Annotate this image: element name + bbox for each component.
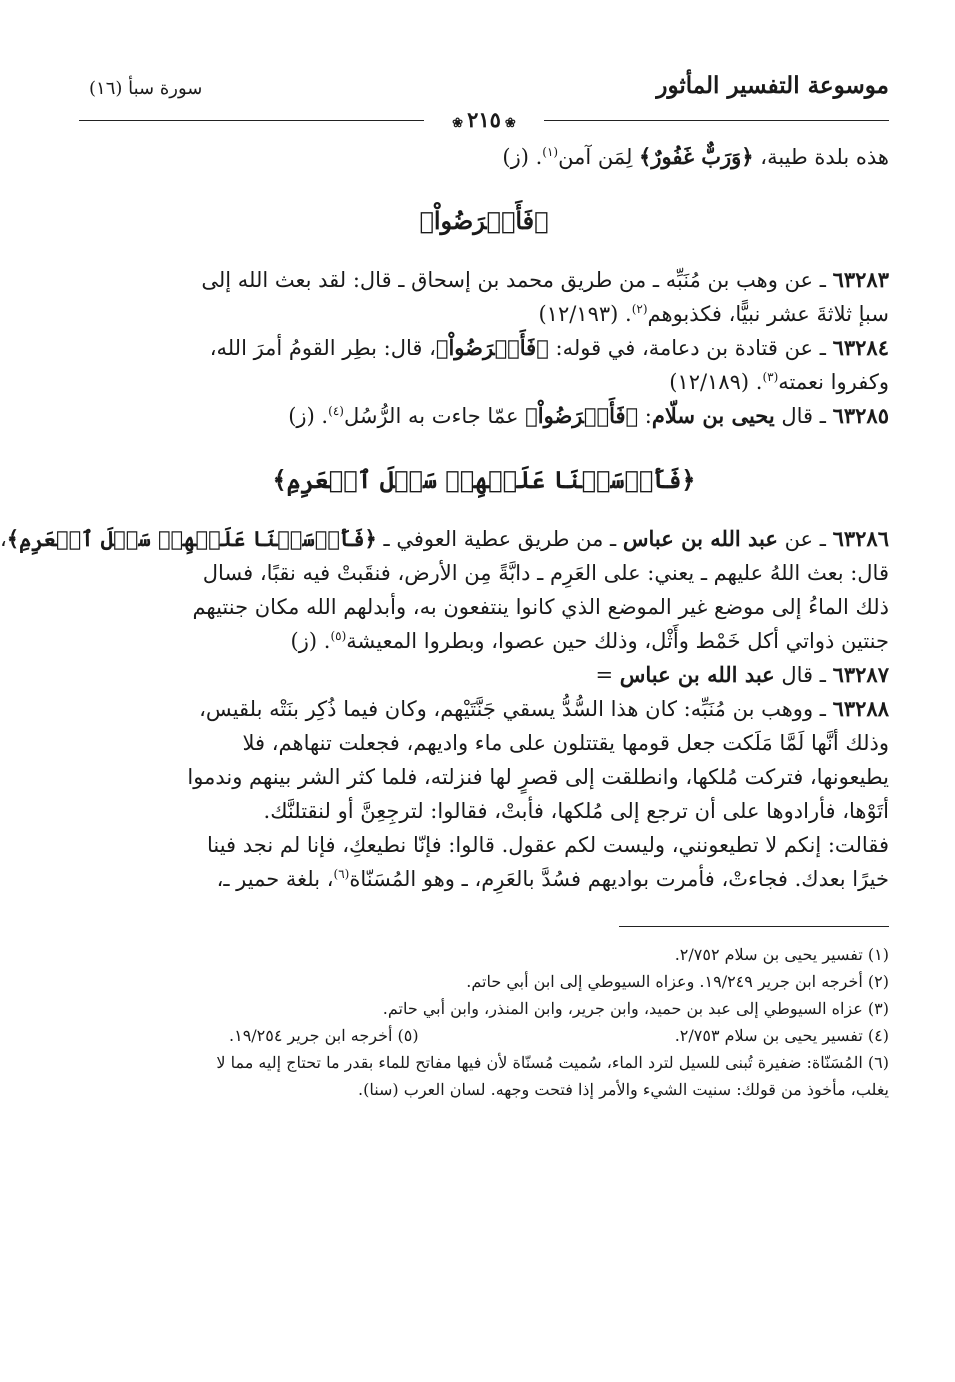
source-code: . (ز) [290,629,331,653]
running-header [79,72,889,106]
header-rule-left [79,120,424,121]
narration-number: ٦٣٢٨٦ [832,526,889,551]
quran-verse: ﴿فَأَعۡرَضُواْ﴾ [435,335,549,360]
narration-text: ـ عن وهب بن مُنَبِّه ـ من طريق محمد بن إسحاق ـ قال: لقد بعث الله إلى [201,268,833,292]
narration-number: ٦٣٢٨٤ [832,335,889,360]
footnote: يغلب، مأخوذ من قولك: سنيت الشيء والأمر إذا فتحت وجهه. لسان العرب (سنا). [357,1080,889,1099]
paragraph-line: أتَوْها، فأرادوها على أن ترجع إلى مُلكها، فأبتْ، فقالوا: لترجِعِنَّ أو لنقتلنَّك. [263,799,889,823]
narration-text: ـ ووهب بن مُنَبِّه: كان هذا السُّدُّ يسقي جَنَّتَيْهم، وكان فيما ذُكِر بنَتْه بلقيس، [199,697,833,721]
footnote: (٣) عزاه السيوطي إلى عبد بن حميد، وابن جرير، وابن المنذر، وابن أبي حاتم. [382,999,889,1018]
paragraph-line [79,624,889,658]
footnote: (٥) أخرجه ابن جرير ١٩/٢٥٤. [229,1026,419,1045]
ornament-icon: ❀ [504,116,516,131]
footnote-ref: (٢) [631,302,648,316]
paragraph-line: يطيعونها، فتركت مُلكها، وانطلقت إلى قصرٍ لها فنزلته، فلما كثر الشر بينهم وندموا [187,765,889,789]
paragraph-line: ذلك الماءُ إلى موضع غير الموضع الذي كانوا ينتفعون به، وأبدلهم الله مكان جنتيهم [192,595,889,619]
narration-text: ـ عن [777,527,833,551]
narration-text: ـ من طريق عطية العوفي ـ [376,527,623,551]
paragraph-line: وذلك أنَّها لَمَّا مَلَكت جعل قومها يقتتلون على ماء واديهم، فجعلت تنهاهم، فلا [242,731,889,755]
paragraph-line [79,862,889,896]
footnote-ref: (٦) [333,867,350,881]
book-page [0,72,889,1103]
footnote-ref: (١) [542,145,559,159]
paragraph-line [79,263,889,297]
narrator-name: عبد الله بن عباس [619,662,775,687]
narration-text: ، [0,527,7,551]
quran-verse: ﴿فَأَعۡرَضُواْ﴾ [525,403,639,428]
narration-text: وكفروا نعمته [778,370,889,394]
narration-text: ـ قال [774,663,833,687]
footnote-ref: (٥) [330,629,347,643]
header-rule-right [544,120,889,121]
paragraph-line [79,365,889,399]
narrator-name: يحيى بن سلّام [651,403,775,428]
narration-text: = [595,663,620,687]
volume-ref: . (١٢/١٩٣) [538,302,632,326]
section-heading: ﴿فَأَعۡرَضُواْ﴾ [419,206,549,235]
quran-verse: ﴿فَأَرۡسَلۡنَا عَلَيۡهِمۡ سَيۡلَ ٱلۡعَرِمِ﴾ [6,526,377,551]
narration-text: عمّا جاءت به الرُّسُل [343,404,526,428]
footnote: (٦) المُسَنّاة: ضفيرة تُبنى للسيل لترد الماء، سُميت مُسنّاة لأن فيها مفاتح للماء بقدر ما تحتاج إليه مما لا [216,1053,889,1072]
book-title: موسوعة التفسير المأثور [656,72,889,99]
paragraph-line [79,331,889,365]
surah-label: سورة سبأ (١٦) [89,78,203,99]
footnote-separator [619,926,889,927]
narration-text: ، بلغة حمير ـ، [216,867,334,891]
footnote: (١) تفسير يحيى بن سلام ٢/٧٥٢. [674,945,889,964]
quran-verse: ﴿وَرَبٌّ غَفُورٌ﴾ [639,144,754,169]
page-number-group [438,107,530,132]
source-code: . (ز) [288,404,329,428]
paragraph-line [79,399,889,433]
narration-text: سبإ ثلاثةَ عشر نبيًّا، فكذبوهم [647,302,889,326]
footnotes [79,941,889,1103]
narration-number: ٦٣٢٨٥ [832,403,889,428]
section-heading: ﴿فَأَرۡسَلۡنَا عَلَيۡهِمۡ سَيۡلَ ٱلۡعَرِمِ﴾ [272,465,696,494]
intro-text: لِمَن آمن [558,145,640,169]
footnote: (٤) تفسير يحيى بن سلام ٢/٧٥٣. [674,1026,889,1045]
footnote-ref: (٣) [762,370,779,384]
footnote-row [79,1022,889,1049]
narration-text: ، قال: بطِر القومُ أمرَ الله، [209,336,436,360]
narration-text: ـ قال [774,404,833,428]
paragraph-line [79,297,889,331]
narration-text: : [638,404,652,428]
source-code: . (ز) [502,145,543,169]
narration-number: ٦٣٢٨٨ [832,696,889,721]
paragraph-line [0,522,889,556]
paragraph-line: فقالت: إنكم لا تطيعونني، وليست لكم عقول. قالوا: فإنّا نطيعكِ، فإنا لم نجد فينا [206,833,889,857]
paragraph-line [79,692,889,726]
footnote-ref: (٤) [328,404,344,418]
narration-text: ـ عن قتادة بن دعامة، في قوله: [548,336,833,360]
volume-ref: . (١٢/١٨٩) [669,370,763,394]
intro-line [79,140,889,174]
ornament-icon: ❀ [452,116,464,131]
narration-number: ٦٣٢٨٣ [832,267,889,292]
narration-number: ٦٣٢٨٧ [832,662,889,687]
paragraph-line: قال: بعث اللهُ عليهم ـ يعني: على العَرِم ـ دابَّةً مِن الأرض، فنقَبتْ فيه نقبًا، فسال [202,561,889,585]
paragraph-line [79,658,889,692]
page-number: ٢١٥ [467,107,501,132]
intro-text: هذه بلدة طيبة، [753,145,889,169]
footnote: (٢) أخرجه ابن جرير ١٩/٢٤٩. وعزاه السيوطي إلى ابن أبي حاتم. [466,972,889,991]
narration-text: خيرًا بعدك. فجاءتْ، فأمرت بواديهم فسُدَّ بالعَرِم، ـ وهو المُسَنّاة [349,867,889,891]
header-rule [79,107,889,132]
narrator-name: عبد الله بن عباس [622,526,778,551]
narration-text: جنتين ذواتي أكل خَمْط وأَثْل، وذلك حين عصوا، وبطروا المعيشة [346,629,889,653]
